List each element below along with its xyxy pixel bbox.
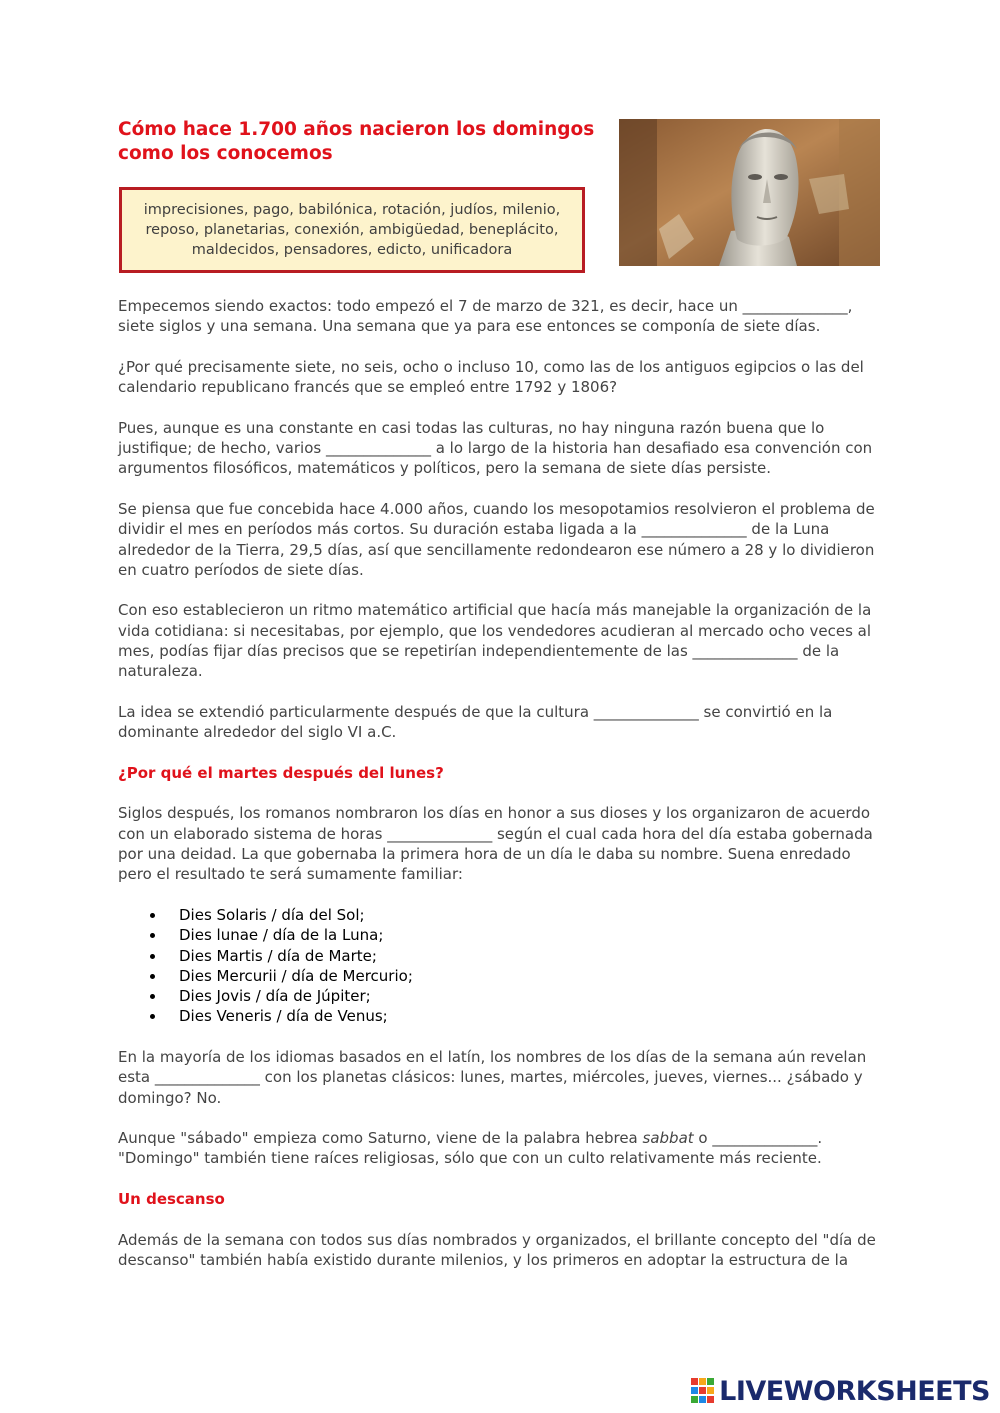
paragraph-10: Además de la semana con todos sus días nombrados y organizados, el brillante concepto del "día de descanso" también había existido durante milenios, y los primeros en adoptar la estructura de la	[118, 1230, 876, 1269]
statue-photo	[619, 119, 880, 266]
paragraph-2: ¿Por qué precisamente siete, no seis, ocho o incluso 10, como las de los antiguos egipcios o las del calendario republicano francés que se empleó entre 1792 y 1806?	[118, 357, 864, 397]
section-heading: Un descanso	[118, 1190, 225, 1209]
text: , siete siglos y una semana. Una semana que ya para ese entonces se componía de siete días.	[118, 297, 853, 336]
paragraph-7	[118, 803, 886, 884]
text: a lo largo de la historia han desafiado esa convención con argumentos filosóficos, matemáticos y políticos, pero la semana de siete días persiste.	[118, 439, 873, 478]
liveworksheets-logo-icon	[691, 1378, 715, 1404]
blank-input[interactable]: ______________	[742, 297, 848, 315]
text: . "Domingo" también tiene raíces religiosas, sólo que con un culto relativamente más reciente.	[118, 1129, 823, 1168]
word-bank	[119, 187, 585, 273]
paragraph-6	[118, 702, 886, 743]
list-item: Dies Mercurii / día de Mercurio;	[179, 966, 886, 986]
paragraph-4	[118, 499, 886, 580]
days-list	[118, 905, 886, 1027]
blank-input[interactable]: ______________	[325, 439, 431, 458]
text: con los planetas clásicos: lunes, martes, miércoles, jueves, viernes... ¿sábado y domingo? No.	[118, 1068, 863, 1107]
list-item: Dies Veneris / día de Venus;	[179, 1006, 886, 1026]
italic-word: sabbat	[642, 1129, 694, 1148]
text: Siglos después, los romanos nombraron los días en honor a sus dioses y los organizaron de acuerdo con un elaborado sistema de horas	[118, 804, 871, 843]
text: Aunque "sábado" empieza como Saturno, viene de la palabra hebrea	[118, 1129, 643, 1148]
blank-input[interactable]: ______________	[593, 702, 699, 721]
list-item: Dies Martis / día de Marte;	[179, 946, 886, 966]
text: Se piensa que fue concebida hace 4.000 años, cuando los mesopotamios resolvieron el problema de dividir el mes en períodos más cortos. Su duración estaba ligada a la	[118, 499, 875, 539]
blank-input[interactable]: ______________	[641, 520, 747, 539]
word-bank-text: imprecisiones, pago, babilónica, rotación, judíos, milenio, reposo, planetarias, conexión, ambigüedad, beneplácito, maldecidos, pensadores, edicto, unificadora	[143, 202, 561, 258]
text: La idea se extendió particularmente después de que la cultura	[118, 702, 594, 721]
page-title: Cómo hace 1.700 años nacieron los domingos como los conocemos	[118, 119, 595, 164]
text: de la Luna alrededor de la Tierra, 29,5 días, así que sencillamente redondearon ese número a 28 y lo dividieron en cuatro períodos de siete días.	[118, 520, 875, 579]
logo-text: LIVEWORKSHEETS	[719, 1375, 990, 1407]
text: o	[693, 1129, 713, 1148]
liveworksheets-logo	[691, 1377, 990, 1405]
text: de la naturaleza.	[118, 642, 840, 681]
text: En la mayoría de los idiomas basados en el latín, los nombres de los días de la semana aún revelan esta	[118, 1047, 867, 1087]
list-item: Dies Jovis / día de Júpiter;	[179, 986, 886, 1006]
text: Empecemos siendo exactos: todo empezó el 7 de marzo de 321, es decir, hace un	[118, 297, 743, 315]
text: según el cual cada hora del día estaba gobernada por una deidad. La que gobernaba la primera hora de un día le daba su nombre. Suena enredado pero el resultado te será sumamente familiar:	[118, 824, 873, 884]
blank-input[interactable]: ______________	[712, 1129, 818, 1148]
paragraph-9	[118, 1128, 886, 1169]
paragraph-5	[118, 600, 886, 681]
article-body	[118, 296, 886, 1291]
blank-input[interactable]: ______________	[154, 1068, 260, 1087]
list-item: Dies Solaris / día del Sol;	[179, 905, 886, 925]
list-item: Dies lunae / día de la Luna;	[179, 925, 886, 945]
text: se convirtió en la dominante alrededor del siglo VI a.C.	[118, 702, 833, 742]
paragraph-8	[118, 1047, 886, 1108]
text: Con eso establecieron un ritmo matemático artificial que hacía más manejable la organización de la vida cotidiana: si necesitabas, por ejemplo, que los vendedores acudieran al mercado ocho veces al mes, podías fijar días precisos que se repetirían independientemente de las	[118, 601, 872, 661]
blank-input[interactable]: ______________	[692, 642, 798, 661]
blank-input[interactable]: ______________	[387, 824, 493, 843]
text: Pues, aunque es una constante en casi todas las culturas, no hay ninguna razón buena que lo justifique; de hecho, varios	[118, 418, 825, 458]
section-heading: ¿Por qué el martes después del lunes?	[118, 763, 444, 782]
paragraph-1	[118, 296, 886, 337]
paragraph-3	[118, 418, 886, 479]
